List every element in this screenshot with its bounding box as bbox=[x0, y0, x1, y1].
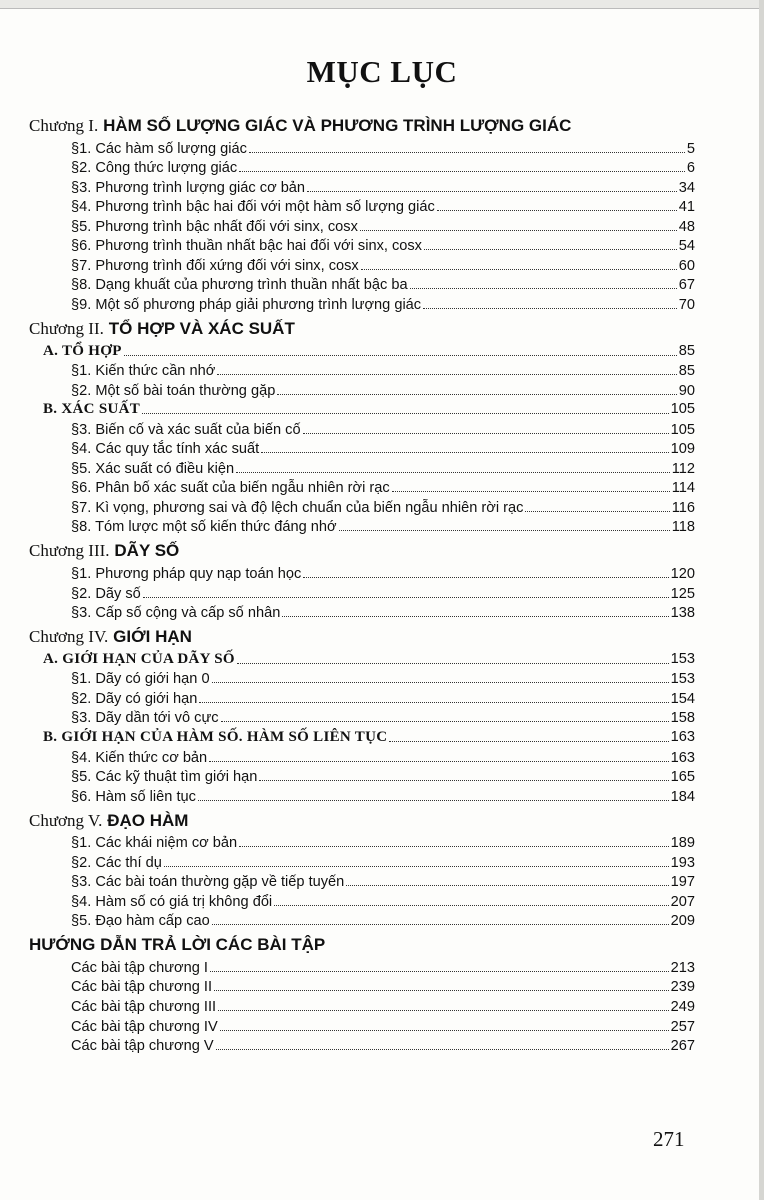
dot-leader bbox=[142, 401, 669, 418]
entry-label: §5. Các kỹ thuật tìm giới hạn bbox=[71, 769, 258, 786]
dot-leader bbox=[389, 729, 668, 746]
entry-label: §4. Phương trình bậc hai đối với một hàm số lượng giác bbox=[71, 199, 435, 216]
entry-label: §5. Đạo hàm cấp cao bbox=[71, 913, 210, 930]
dot-leader bbox=[410, 277, 677, 293]
dot-leader bbox=[360, 219, 677, 235]
toc-entry[interactable] bbox=[71, 180, 695, 196]
entry-label: §1. Dãy có giới hạn 0 bbox=[71, 671, 210, 688]
entry-page-number: 213 bbox=[670, 959, 695, 976]
toc-row bbox=[0, 341, 764, 361]
entry-label: §3. Dãy dần tới vô cực bbox=[71, 710, 219, 727]
toc-row bbox=[0, 911, 764, 931]
entry-page-number: 41 bbox=[678, 199, 695, 216]
entry-page-number: 105 bbox=[670, 421, 695, 438]
chapter-name: TỔ HỢP VÀ XÁC SUẤT bbox=[108, 318, 295, 338]
chapter-title[interactable] bbox=[29, 810, 188, 831]
toc-entry[interactable] bbox=[71, 277, 695, 293]
entry-label: §2. Một số bài toán thường gặp bbox=[71, 382, 276, 399]
toc-entry[interactable] bbox=[71, 960, 695, 976]
chapter-name: DÃY SỐ bbox=[114, 541, 180, 561]
toc-row bbox=[0, 497, 764, 517]
toc-row bbox=[0, 747, 764, 767]
dot-leader bbox=[209, 750, 668, 766]
dot-leader bbox=[164, 855, 669, 871]
entry-label: §3. Biến cố và xác suất của biến cố bbox=[71, 421, 301, 438]
dot-leader bbox=[259, 769, 668, 785]
dot-leader bbox=[239, 835, 669, 851]
entry-page-number: 112 bbox=[671, 460, 695, 477]
entry-label: §5. Xác suất có điều kiện bbox=[71, 460, 235, 477]
entry-label: Các bài tập chương III bbox=[71, 998, 217, 1015]
entry-label: §2. Dãy số bbox=[71, 585, 141, 602]
dot-leader bbox=[214, 979, 669, 995]
toc-entry[interactable] bbox=[71, 913, 695, 929]
entry-page-number: 207 bbox=[670, 893, 695, 910]
entry-label: §2. Công thức lượng giác bbox=[71, 160, 238, 177]
toc-row bbox=[0, 197, 764, 217]
toc-row bbox=[0, 708, 764, 728]
toc-row bbox=[0, 563, 764, 583]
toc-entry[interactable] bbox=[71, 999, 695, 1015]
entry-label: §3. Các bài toán thường gặp về tiếp tuyến bbox=[71, 874, 345, 891]
dot-leader bbox=[221, 710, 669, 726]
chapter-title[interactable] bbox=[29, 318, 295, 339]
dot-leader bbox=[424, 238, 677, 254]
toc-entry[interactable] bbox=[71, 500, 695, 516]
entry-page-number: 105 bbox=[670, 401, 695, 418]
entry-label: §1. Kiến thức cần nhớ bbox=[71, 363, 216, 380]
entry-page-number: 163 bbox=[670, 728, 695, 745]
chapter-prefix: Chương II. bbox=[29, 318, 104, 338]
toc-row bbox=[0, 767, 764, 787]
toc-entry[interactable] bbox=[71, 855, 695, 871]
toc-entry[interactable] bbox=[71, 691, 695, 707]
entry-label: §7. Kì vọng, phương sai và độ lệch chuẩn của biến ngẫu nhiên rời rạc bbox=[71, 499, 524, 516]
entry-label: §4. Hàm số có giá trị không đổi bbox=[71, 893, 273, 910]
dot-leader bbox=[216, 1038, 669, 1054]
toc-row bbox=[0, 649, 764, 669]
toc-entry[interactable] bbox=[71, 141, 695, 157]
page-number: 271 bbox=[653, 1127, 685, 1151]
toc-row bbox=[0, 361, 764, 381]
toc-entry[interactable] bbox=[71, 219, 695, 235]
entry-page-number: 70 bbox=[678, 296, 695, 313]
dot-leader bbox=[303, 422, 669, 438]
dot-leader bbox=[237, 651, 669, 668]
dot-leader bbox=[423, 297, 677, 313]
dot-leader bbox=[346, 874, 668, 890]
chapter-title[interactable] bbox=[29, 115, 571, 136]
chapter-name: GIỚI HẠN bbox=[113, 627, 192, 647]
toc-row bbox=[0, 158, 764, 178]
entry-label: Các bài tập chương I bbox=[71, 959, 208, 976]
toc-row bbox=[0, 419, 764, 439]
dot-leader bbox=[124, 343, 677, 360]
chapter-title[interactable] bbox=[29, 540, 179, 561]
dot-leader bbox=[198, 789, 669, 805]
entry-page-number: 209 bbox=[670, 913, 695, 930]
entry-label: §9. Một số phương pháp giải phương trình lượng giác bbox=[71, 296, 422, 313]
toc-entry[interactable] bbox=[71, 750, 695, 766]
dot-leader bbox=[437, 199, 677, 215]
entry-label: §1. Các hàm số lượng giác bbox=[71, 140, 247, 157]
toc-entry[interactable] bbox=[71, 894, 695, 910]
entry-page-number: 189 bbox=[670, 835, 695, 852]
toc-entry[interactable] bbox=[71, 874, 695, 890]
toc-entry[interactable] bbox=[71, 566, 695, 582]
entry-page-number: 138 bbox=[670, 605, 695, 622]
section-label: A. TỔ HỢP bbox=[43, 342, 122, 359]
toc-row bbox=[0, 996, 764, 1016]
toc-row bbox=[0, 294, 764, 314]
entry-label: §3. Phương trình lượng giác cơ bản bbox=[71, 179, 306, 196]
toc-row bbox=[0, 275, 764, 295]
toc-entry[interactable] bbox=[71, 160, 695, 176]
chapter-prefix: Chương IV. bbox=[29, 627, 109, 647]
toc-row bbox=[0, 688, 764, 708]
toc-entry[interactable] bbox=[71, 383, 695, 399]
entry-page-number: 184 bbox=[670, 788, 695, 805]
toc-section-link[interactable] bbox=[43, 729, 695, 746]
toc-row bbox=[0, 603, 764, 623]
answers-heading-row bbox=[0, 930, 764, 957]
chapter-heading bbox=[0, 114, 764, 138]
toc-entry[interactable] bbox=[71, 441, 695, 457]
entry-page-number: 197 bbox=[670, 874, 695, 891]
dot-leader bbox=[303, 566, 668, 582]
entry-page-number: 54 bbox=[678, 238, 695, 255]
dot-leader bbox=[277, 383, 676, 399]
entry-label: §1. Phương pháp quy nạp toán học bbox=[71, 566, 302, 583]
toc-row bbox=[0, 833, 764, 853]
entry-page-number: 5 bbox=[686, 140, 695, 157]
entry-page-number: 120 bbox=[670, 566, 695, 583]
entry-page-number: 154 bbox=[670, 690, 695, 707]
chapter-name: HÀM SỐ LƯỢNG GIÁC VÀ PHƯƠNG TRÌNH LƯỢNG GIÁC bbox=[103, 116, 572, 135]
entry-page-number: 158 bbox=[670, 710, 695, 727]
dot-leader bbox=[212, 913, 669, 929]
toc-entry[interactable] bbox=[71, 1038, 695, 1054]
page-top-edge bbox=[0, 0, 764, 9]
entry-page-number: 114 bbox=[671, 480, 695, 497]
entry-label: §7. Phương trình đối xứng đối với sinx, cosx bbox=[71, 257, 359, 274]
chapter-prefix: Chương V. bbox=[29, 810, 103, 830]
toc-entry[interactable] bbox=[71, 461, 695, 477]
toc-row bbox=[0, 517, 764, 537]
dot-leader bbox=[249, 141, 685, 157]
toc-entry[interactable] bbox=[71, 199, 695, 215]
chapter-heading bbox=[0, 806, 764, 833]
entry-page-number: 239 bbox=[670, 979, 695, 996]
entry-page-number: 249 bbox=[670, 998, 695, 1015]
dot-leader bbox=[143, 586, 669, 602]
toc-row bbox=[0, 669, 764, 689]
entry-label: §6. Phương trình thuần nhất bậc hai đối với sinx, cosx bbox=[71, 238, 422, 255]
entry-label: §2. Dãy có giới hạn bbox=[71, 690, 198, 707]
toc-entry[interactable] bbox=[71, 1019, 695, 1035]
toc-row bbox=[0, 891, 764, 911]
chapter-heading bbox=[0, 622, 764, 649]
toc-entry[interactable] bbox=[71, 769, 695, 785]
entry-label: §8. Dạng khuất của phương trình thuần nhất bậc ba bbox=[71, 277, 408, 294]
toc-row bbox=[0, 1036, 764, 1056]
answers-heading[interactable]: HƯỚNG DẪN TRẢ LỜI CÁC BÀI TẬP bbox=[29, 935, 326, 955]
entry-page-number: 90 bbox=[678, 382, 695, 399]
toc-row bbox=[0, 1016, 764, 1036]
toc-entry[interactable] bbox=[71, 710, 695, 726]
dot-leader bbox=[239, 160, 685, 176]
toc-entry[interactable] bbox=[71, 238, 695, 254]
chapter-heading bbox=[0, 314, 764, 341]
toc-row bbox=[0, 977, 764, 997]
dot-leader bbox=[236, 461, 670, 477]
entry-page-number: 193 bbox=[670, 854, 695, 871]
entry-label: §5. Phương trình bậc nhất đối với sinx, cosx bbox=[71, 218, 358, 235]
chapter-prefix: Chương III. bbox=[29, 541, 110, 561]
toc-row bbox=[0, 852, 764, 872]
dot-leader bbox=[392, 480, 670, 496]
entry-page-number: 109 bbox=[670, 441, 695, 458]
toc-row bbox=[0, 478, 764, 498]
entry-label: §6. Hàm số liên tục bbox=[71, 788, 196, 805]
toc-section-link[interactable] bbox=[43, 343, 695, 360]
entry-page-number: 125 bbox=[670, 585, 695, 602]
toc-entry[interactable] bbox=[71, 297, 695, 313]
toc-entry[interactable] bbox=[71, 586, 695, 602]
toc-entry[interactable] bbox=[71, 671, 695, 687]
entry-label: §4. Kiến thức cơ bản bbox=[71, 749, 208, 766]
toc-section-link[interactable] bbox=[43, 401, 695, 418]
table-of-contents bbox=[0, 114, 764, 1055]
chapter-prefix: Chương I. bbox=[29, 116, 99, 135]
dot-leader bbox=[282, 605, 668, 621]
entry-label: §6. Phân bố xác suất của biến ngẫu nhiên rời rạc bbox=[71, 480, 390, 497]
toc-entry[interactable] bbox=[71, 519, 695, 535]
toc-section-link[interactable] bbox=[43, 651, 695, 668]
entry-page-number: 165 bbox=[670, 769, 695, 786]
toc-row bbox=[0, 177, 764, 197]
chapter-name: ĐẠO HÀM bbox=[107, 810, 189, 830]
toc-entry[interactable] bbox=[71, 835, 695, 851]
toc-row bbox=[0, 255, 764, 275]
dot-leader bbox=[220, 1019, 669, 1035]
entry-page-number: 48 bbox=[678, 218, 695, 235]
dot-leader bbox=[199, 691, 668, 707]
toc-row bbox=[0, 957, 764, 977]
toc-row bbox=[0, 439, 764, 459]
dot-leader bbox=[274, 894, 668, 910]
entry-label: §8. Tóm lược một số kiến thức đáng nhớ bbox=[71, 519, 337, 536]
dot-leader bbox=[361, 258, 677, 274]
dot-leader bbox=[307, 180, 677, 196]
entry-label: Các bài tập chương IV bbox=[71, 1018, 218, 1035]
section-label: B. XÁC SUẤT bbox=[43, 401, 141, 418]
toc-row bbox=[0, 458, 764, 478]
toc-entry[interactable] bbox=[71, 789, 695, 805]
toc-entry[interactable] bbox=[71, 480, 695, 496]
page-title: MỤC LỤC bbox=[306, 54, 458, 89]
toc-entry[interactable] bbox=[71, 258, 695, 274]
section-label: A. GIỚI HẠN CỦA DÃY SỐ bbox=[43, 650, 235, 667]
entry-page-number: 116 bbox=[671, 499, 695, 516]
toc-entry[interactable] bbox=[71, 363, 695, 379]
entry-page-number: 118 bbox=[671, 519, 695, 536]
entry-label: Các bài tập chương II bbox=[71, 979, 213, 996]
entry-page-number: 34 bbox=[678, 179, 695, 196]
entry-label: §2. Các thí dụ bbox=[71, 854, 162, 871]
entry-label: Các bài tập chương V bbox=[71, 1038, 214, 1055]
entry-page-number: 257 bbox=[670, 1018, 695, 1035]
dot-leader bbox=[217, 363, 676, 379]
toc-row bbox=[0, 872, 764, 892]
entry-page-number: 267 bbox=[670, 1038, 695, 1055]
toc-row bbox=[0, 216, 764, 236]
entry-page-number: 153 bbox=[670, 671, 695, 688]
toc-row bbox=[0, 138, 764, 158]
toc-row bbox=[0, 380, 764, 400]
toc-row bbox=[0, 786, 764, 806]
dot-leader bbox=[261, 441, 668, 457]
dot-leader bbox=[339, 519, 670, 535]
dot-leader bbox=[525, 500, 669, 516]
toc-row bbox=[0, 727, 764, 747]
dot-leader bbox=[218, 999, 669, 1015]
toc-entry[interactable] bbox=[71, 422, 695, 438]
entry-page-number: 85 bbox=[678, 342, 695, 359]
toc-row bbox=[0, 400, 764, 420]
entry-page-number: 6 bbox=[686, 160, 695, 177]
dot-leader bbox=[212, 671, 669, 687]
toc-row bbox=[0, 583, 764, 603]
toc-entry[interactable] bbox=[71, 605, 695, 621]
section-label: B. GIỚI HẠN CỦA HÀM SỐ. HÀM SỐ LIÊN TỤC bbox=[43, 728, 388, 745]
toc-row bbox=[0, 236, 764, 256]
entry-page-number: 85 bbox=[678, 363, 695, 380]
entry-page-number: 60 bbox=[678, 257, 695, 274]
entry-label: §4. Các quy tắc tính xác suất bbox=[71, 441, 260, 458]
entry-page-number: 67 bbox=[678, 277, 695, 294]
dot-leader bbox=[210, 960, 669, 976]
chapter-heading bbox=[0, 536, 764, 563]
entry-label: §3. Cấp số cộng và cấp số nhân bbox=[71, 605, 281, 622]
chapter-title[interactable] bbox=[29, 626, 192, 647]
entry-page-number: 153 bbox=[670, 650, 695, 667]
entry-label: §1. Các khái niệm cơ bản bbox=[71, 835, 238, 852]
toc-entry[interactable] bbox=[71, 979, 695, 995]
entry-page-number: 163 bbox=[670, 749, 695, 766]
